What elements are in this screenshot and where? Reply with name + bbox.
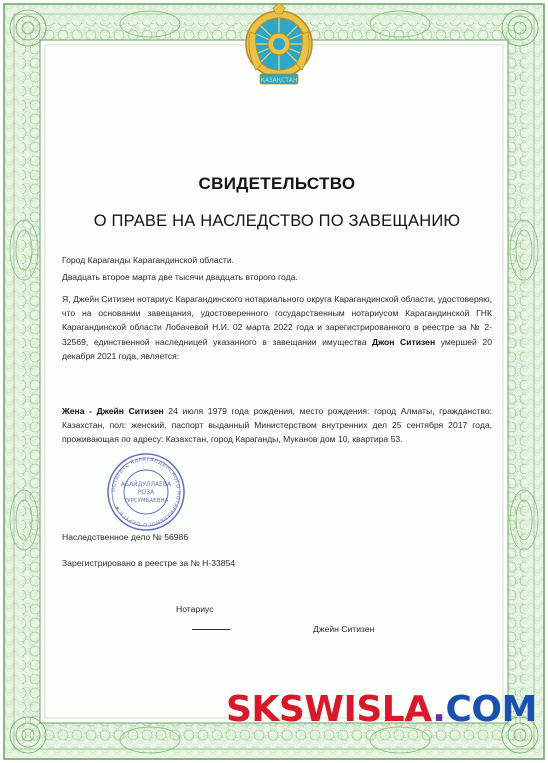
svg-text:НОТАРИУС КАРАГАНДИНСКОГО НОТАР: НОТАРИУС КАРАГАНДИНСКОГО НОТАРИАЛЬНОГО ОКРУГА ★ — [110, 456, 182, 528]
state-emblem — [244, 4, 314, 90]
signer-name: Джейн Ситизен — [313, 624, 375, 634]
certification-paragraph — [62, 292, 492, 363]
document-title: СВИДЕТЕЛЬСТВО — [198, 174, 356, 193]
svg-text:ТУРСУМБАЕВНА: ТУРСУМБАЕВНА — [123, 498, 169, 504]
notary-label: Нотариус — [176, 604, 214, 614]
date-line: Двадцать второе марта две тысячи двадцать второго года. — [62, 272, 298, 282]
heir-details: 24 июля 1979 года рождения, место рождения: город Алматы, гражданство: Казахстан, пол: женский, паспорт выданный Министерством внутренних дел 25 сентября 2017 года, проживающая по адресу: Казахстан, город Караганды, Муканов дом 10, квартира 53. — [62, 406, 492, 445]
watermark-part3: COM — [445, 689, 537, 730]
watermark-dot: . — [432, 689, 446, 730]
heir-paragraph — [62, 404, 492, 447]
notary-stamp — [106, 452, 186, 532]
case-number-line: Наследственное дело № 56986 — [62, 532, 189, 542]
para1-text: Я, Джейн Ситизен нотариус Карагандинского нотариального округа Карагандинской области, удостоверяю, что на основании завещания, удостоверенного государственным нотариусом Карагандинской ГНК Карагандинской области Лобачевой Н.И. 02 марта 2022 года и зарегистрированного в реестре за № 2-32569, единственной наследницей указанного в завещании имущества — [62, 294, 492, 347]
registry-line: Зарегистрировано в реестре за № Н-33854 — [62, 558, 236, 568]
signature-line — [192, 629, 230, 630]
watermark-part1: SKSWISLA — [226, 689, 433, 730]
document-subtitle: О ПРАВЕ НА НАСЛЕДСТВО ПО ЗАВЕЩАНИЮ — [93, 212, 461, 230]
heir-relation: Жена - — [62, 406, 97, 416]
svg-text:АБАЙДУЛЛАЕВА: АБАЙДУЛЛАЕВА — [120, 481, 172, 488]
city-line: Город Караганды Карагандинской области. — [62, 255, 235, 265]
watermark — [226, 689, 537, 730]
svg-text:РОЗА: РОЗА — [137, 489, 155, 496]
heir-name: Джейн Ситизен — [96, 406, 164, 416]
para1-end: умершей 20 декабря 2021 года, является: — [62, 336, 492, 361]
emblem-text: ҚАЗАҚСТАН — [260, 77, 298, 84]
testator-name: Джон Ситизен — [372, 336, 436, 347]
